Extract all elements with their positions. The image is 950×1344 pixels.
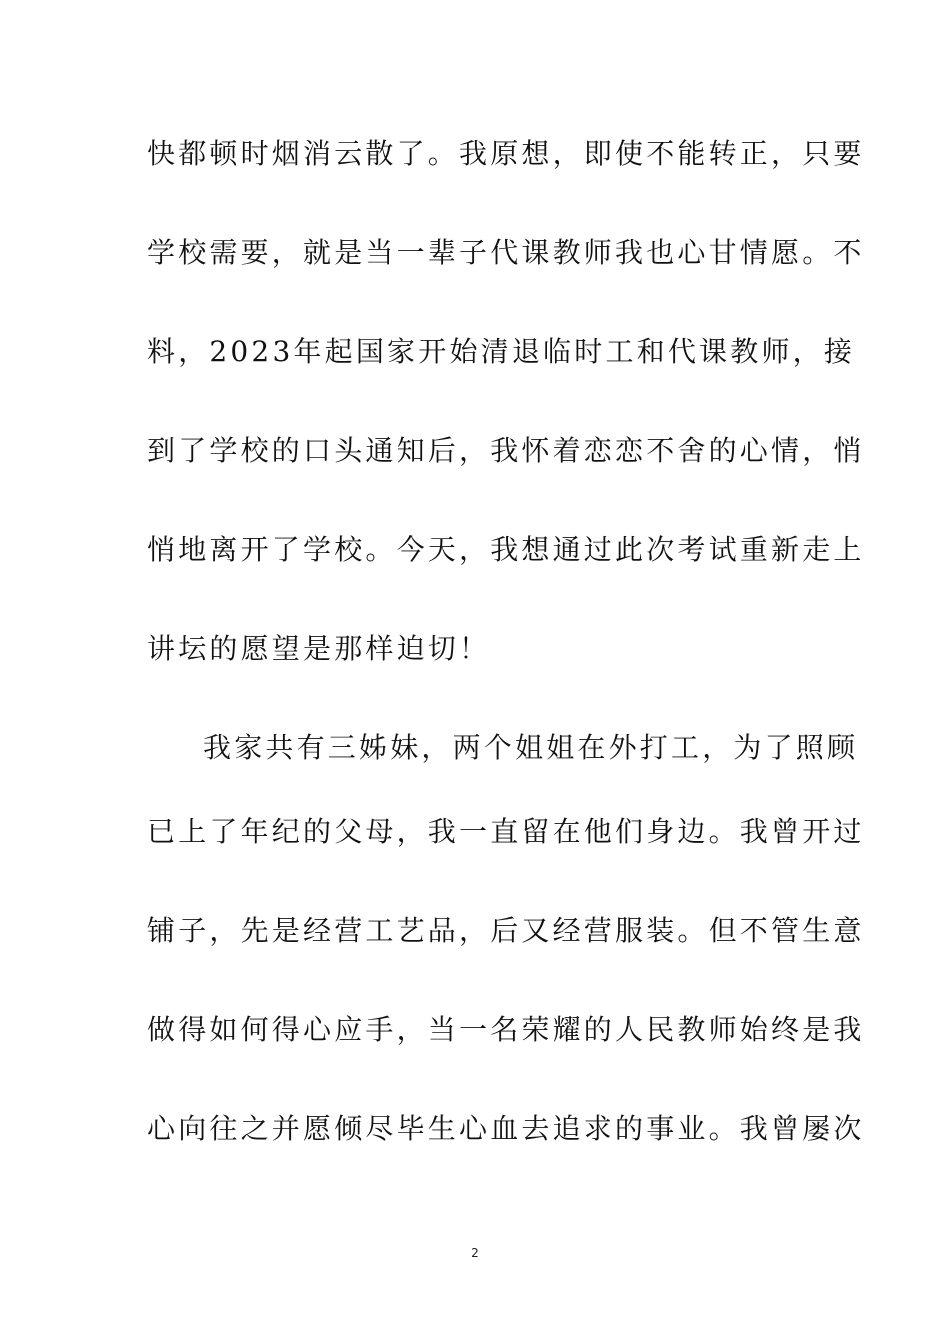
- text-line-11: 心向往之并愿倾尽毕生心血去追求的事业。我曾屡次: [147, 1112, 865, 1145]
- paragraph-start-line: 我家共有三姊妹，两个姐姐在外打工，为了照顾: [203, 731, 859, 764]
- text-line-5: 悄地离开了学校。今天，我想通过此次考试重新走上: [147, 533, 865, 566]
- text-line-1: 快都顿时烟消云散了。我原想，即使不能转正，只要: [147, 137, 865, 170]
- text-line-3: 料，2023年起国家开始清退临时工和代课教师，接: [147, 335, 856, 368]
- text-line-4: 到了学校的口头通知后，我怀着恋恋不舍的心情，悄: [147, 434, 865, 467]
- page-number: 2: [471, 1246, 479, 1260]
- text-line-8: 已上了年纪的父母，我一直留在他们身边。我曾开过: [147, 815, 865, 848]
- text-line-10: 做得如何得心应手，当一名荣耀的人民教师始终是我: [147, 1013, 865, 1046]
- text-line-6: 讲坛的愿望是那样迫切！: [147, 632, 491, 665]
- text-line-2: 学校需要，就是当一辈子代课教师我也心甘情愿。不: [147, 236, 865, 269]
- text-line-9: 铺子，先是经营工艺品，后又经营服装。但不管生意: [147, 914, 865, 947]
